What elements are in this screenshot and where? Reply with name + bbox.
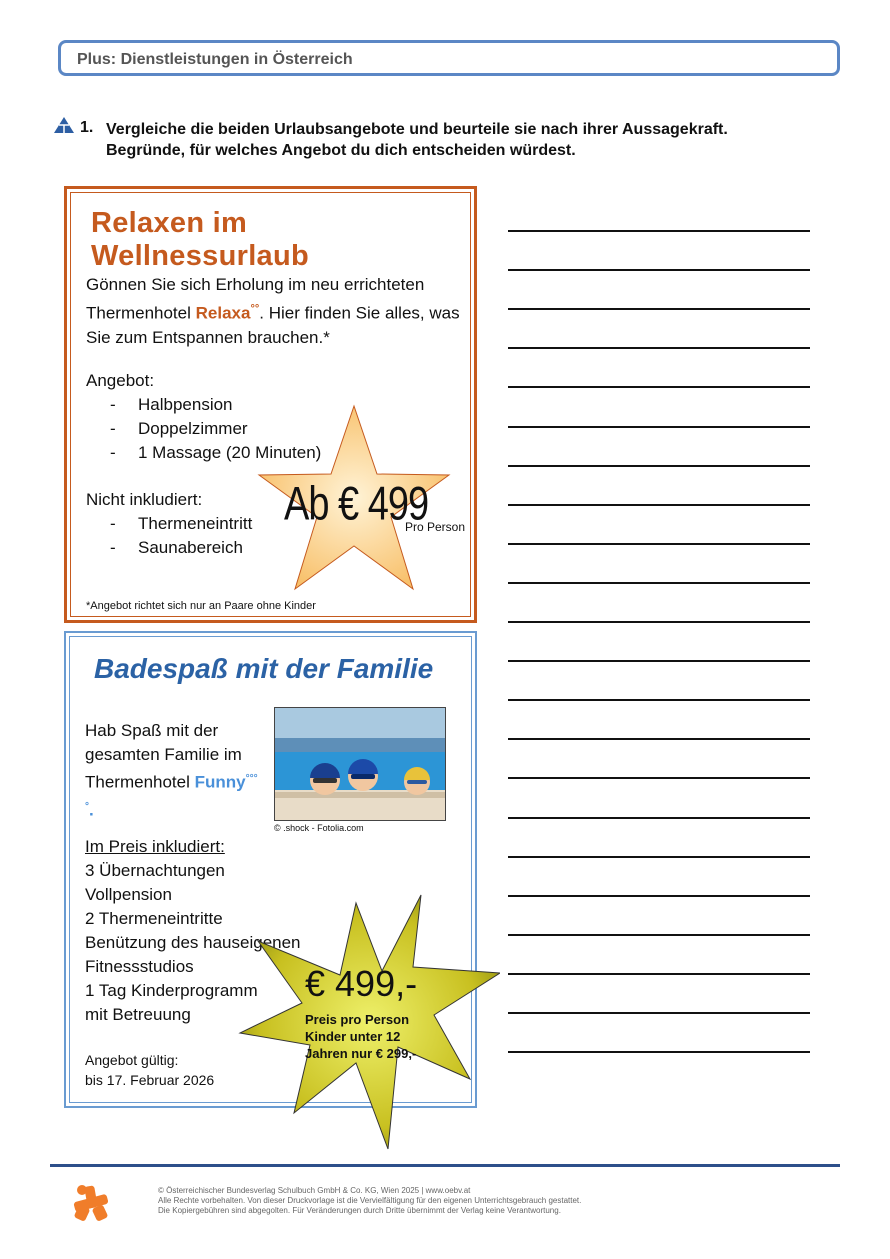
answer-line[interactable] <box>508 660 810 662</box>
offer-validity <box>85 1050 214 1090</box>
answer-line[interactable] <box>508 465 810 467</box>
valid-until: bis 17. Februar 2026 <box>85 1072 215 1088</box>
offer-family-title: Badespaß mit der Familie <box>94 653 434 684</box>
intro-text: Hab Spaß mit der gesamten Familie im Thermenhotel <box>85 721 242 792</box>
answer-line[interactable] <box>508 738 810 740</box>
swimming-kids-photo <box>274 707 446 821</box>
list-item: - Doppelzimmer <box>110 419 248 438</box>
task-line-2: Begründe, für welches Angebot du dich entscheiden würdest. <box>106 142 576 159</box>
answer-line[interactable] <box>508 895 810 897</box>
excluded-list <box>86 488 252 560</box>
footer-copyright: © Österreichischer Bundesverlag Schulbuch GmbH & Co. KG, Wien 2025 | www.oebv.at Alle Rechte vorbehalten. Von dieser Druckvorlage ist die Vervielfältigung für den eigenen Unterrichtsgebrauch gestattet. Die Kopiergebühren sind abgegolten. Für Veränderungen durch Dritte übernimmt der Verlag keine Verantwortung. <box>158 1186 582 1215</box>
list-item: - Saunabereich <box>110 538 243 557</box>
answer-line[interactable] <box>508 777 810 779</box>
answer-line[interactable] <box>508 699 810 701</box>
list-item: 1 Tag Kinderprogramm <box>85 981 258 1000</box>
answer-line[interactable] <box>508 582 810 584</box>
list-item: - 1 Massage (20 Minuten) <box>110 443 322 462</box>
hotel-name-relaxa: Relaxa <box>195 303 251 323</box>
excluded-heading: Nicht inkludiert: <box>86 490 203 509</box>
answer-line[interactable] <box>508 386 810 388</box>
hotel-stars: °° <box>250 303 260 315</box>
photo-credit: © .shock - Fotolia.com <box>274 823 364 833</box>
wellness-per-person: Pro Person <box>405 520 466 534</box>
answer-line[interactable] <box>508 934 810 936</box>
answer-line[interactable] <box>508 230 810 232</box>
worksheet-header <box>58 40 840 76</box>
answer-line[interactable] <box>508 856 810 858</box>
list-item: mit Betreuung <box>85 1005 191 1024</box>
offer-wellness-footnote: *Angebot richtet sich nur an Paare ohne Kinder <box>86 600 316 612</box>
offer-wellness-title: Relaxen im Wellnessurlaub <box>91 207 310 272</box>
family-price-notes: Preis pro Person Kinder unter 12 Jahren nur € 299,- <box>305 1012 417 1061</box>
intro-dot: . <box>89 800 94 820</box>
answer-line[interactable] <box>508 621 810 623</box>
footer-rule <box>50 1164 840 1167</box>
task-line-1: Vergleiche die beiden Urlaubsangebote und beurteile sie nach ihrer Aussagekraft. <box>106 121 728 138</box>
publisher-logo-icon <box>72 1184 112 1222</box>
swimming-kids-image <box>275 708 445 820</box>
list-item: 3 Übernachtungen <box>85 861 225 880</box>
task-number: 1. <box>80 119 94 136</box>
answer-line[interactable] <box>508 543 810 545</box>
answer-line[interactable] <box>508 269 810 271</box>
offer-wellness-intro <box>86 273 466 350</box>
list-item: - Halbpension <box>110 395 233 414</box>
answer-line[interactable] <box>508 504 810 506</box>
hotel-name-funny: Funny <box>194 772 246 792</box>
included-heading: Im Preis inkludiert: <box>85 837 225 856</box>
intro-text-1: Gönnen Sie sich Erholung im neu errichteten Thermenhotel <box>86 275 425 323</box>
hotel-stars: °°°° <box>85 773 258 812</box>
answer-line[interactable] <box>508 973 810 975</box>
answer-line[interactable] <box>508 347 810 349</box>
list-item: - Thermeneintritt <box>110 514 253 533</box>
valid-label: Angebot gültig: <box>85 1052 179 1068</box>
worksheet-title: Plus: Dienstleistungen in Österreich <box>77 51 353 68</box>
intro-text-2: . Hier finden Sie alles, was Sie zum Entspannen brauchen.* <box>86 303 460 347</box>
list-item: Benützung des hauseigenen <box>85 933 301 952</box>
family-price: € 499,- <box>305 963 418 1004</box>
list-item: Fitnessstudios <box>85 957 194 976</box>
task-instruction <box>106 119 826 161</box>
wellness-price: Ab € 499 <box>284 478 429 531</box>
answer-line[interactable] <box>508 426 810 428</box>
answer-line[interactable] <box>508 1051 810 1053</box>
offer-heading: Angebot: <box>86 371 155 390</box>
list-item: Vollpension <box>85 885 172 904</box>
difficulty-triangle-icon <box>53 116 75 134</box>
answer-line[interactable] <box>508 817 810 819</box>
offer-family-intro <box>85 719 265 822</box>
answer-line[interactable] <box>508 308 810 310</box>
answer-line[interactable] <box>508 1012 810 1014</box>
list-item: 2 Thermeneintritte <box>85 909 223 928</box>
